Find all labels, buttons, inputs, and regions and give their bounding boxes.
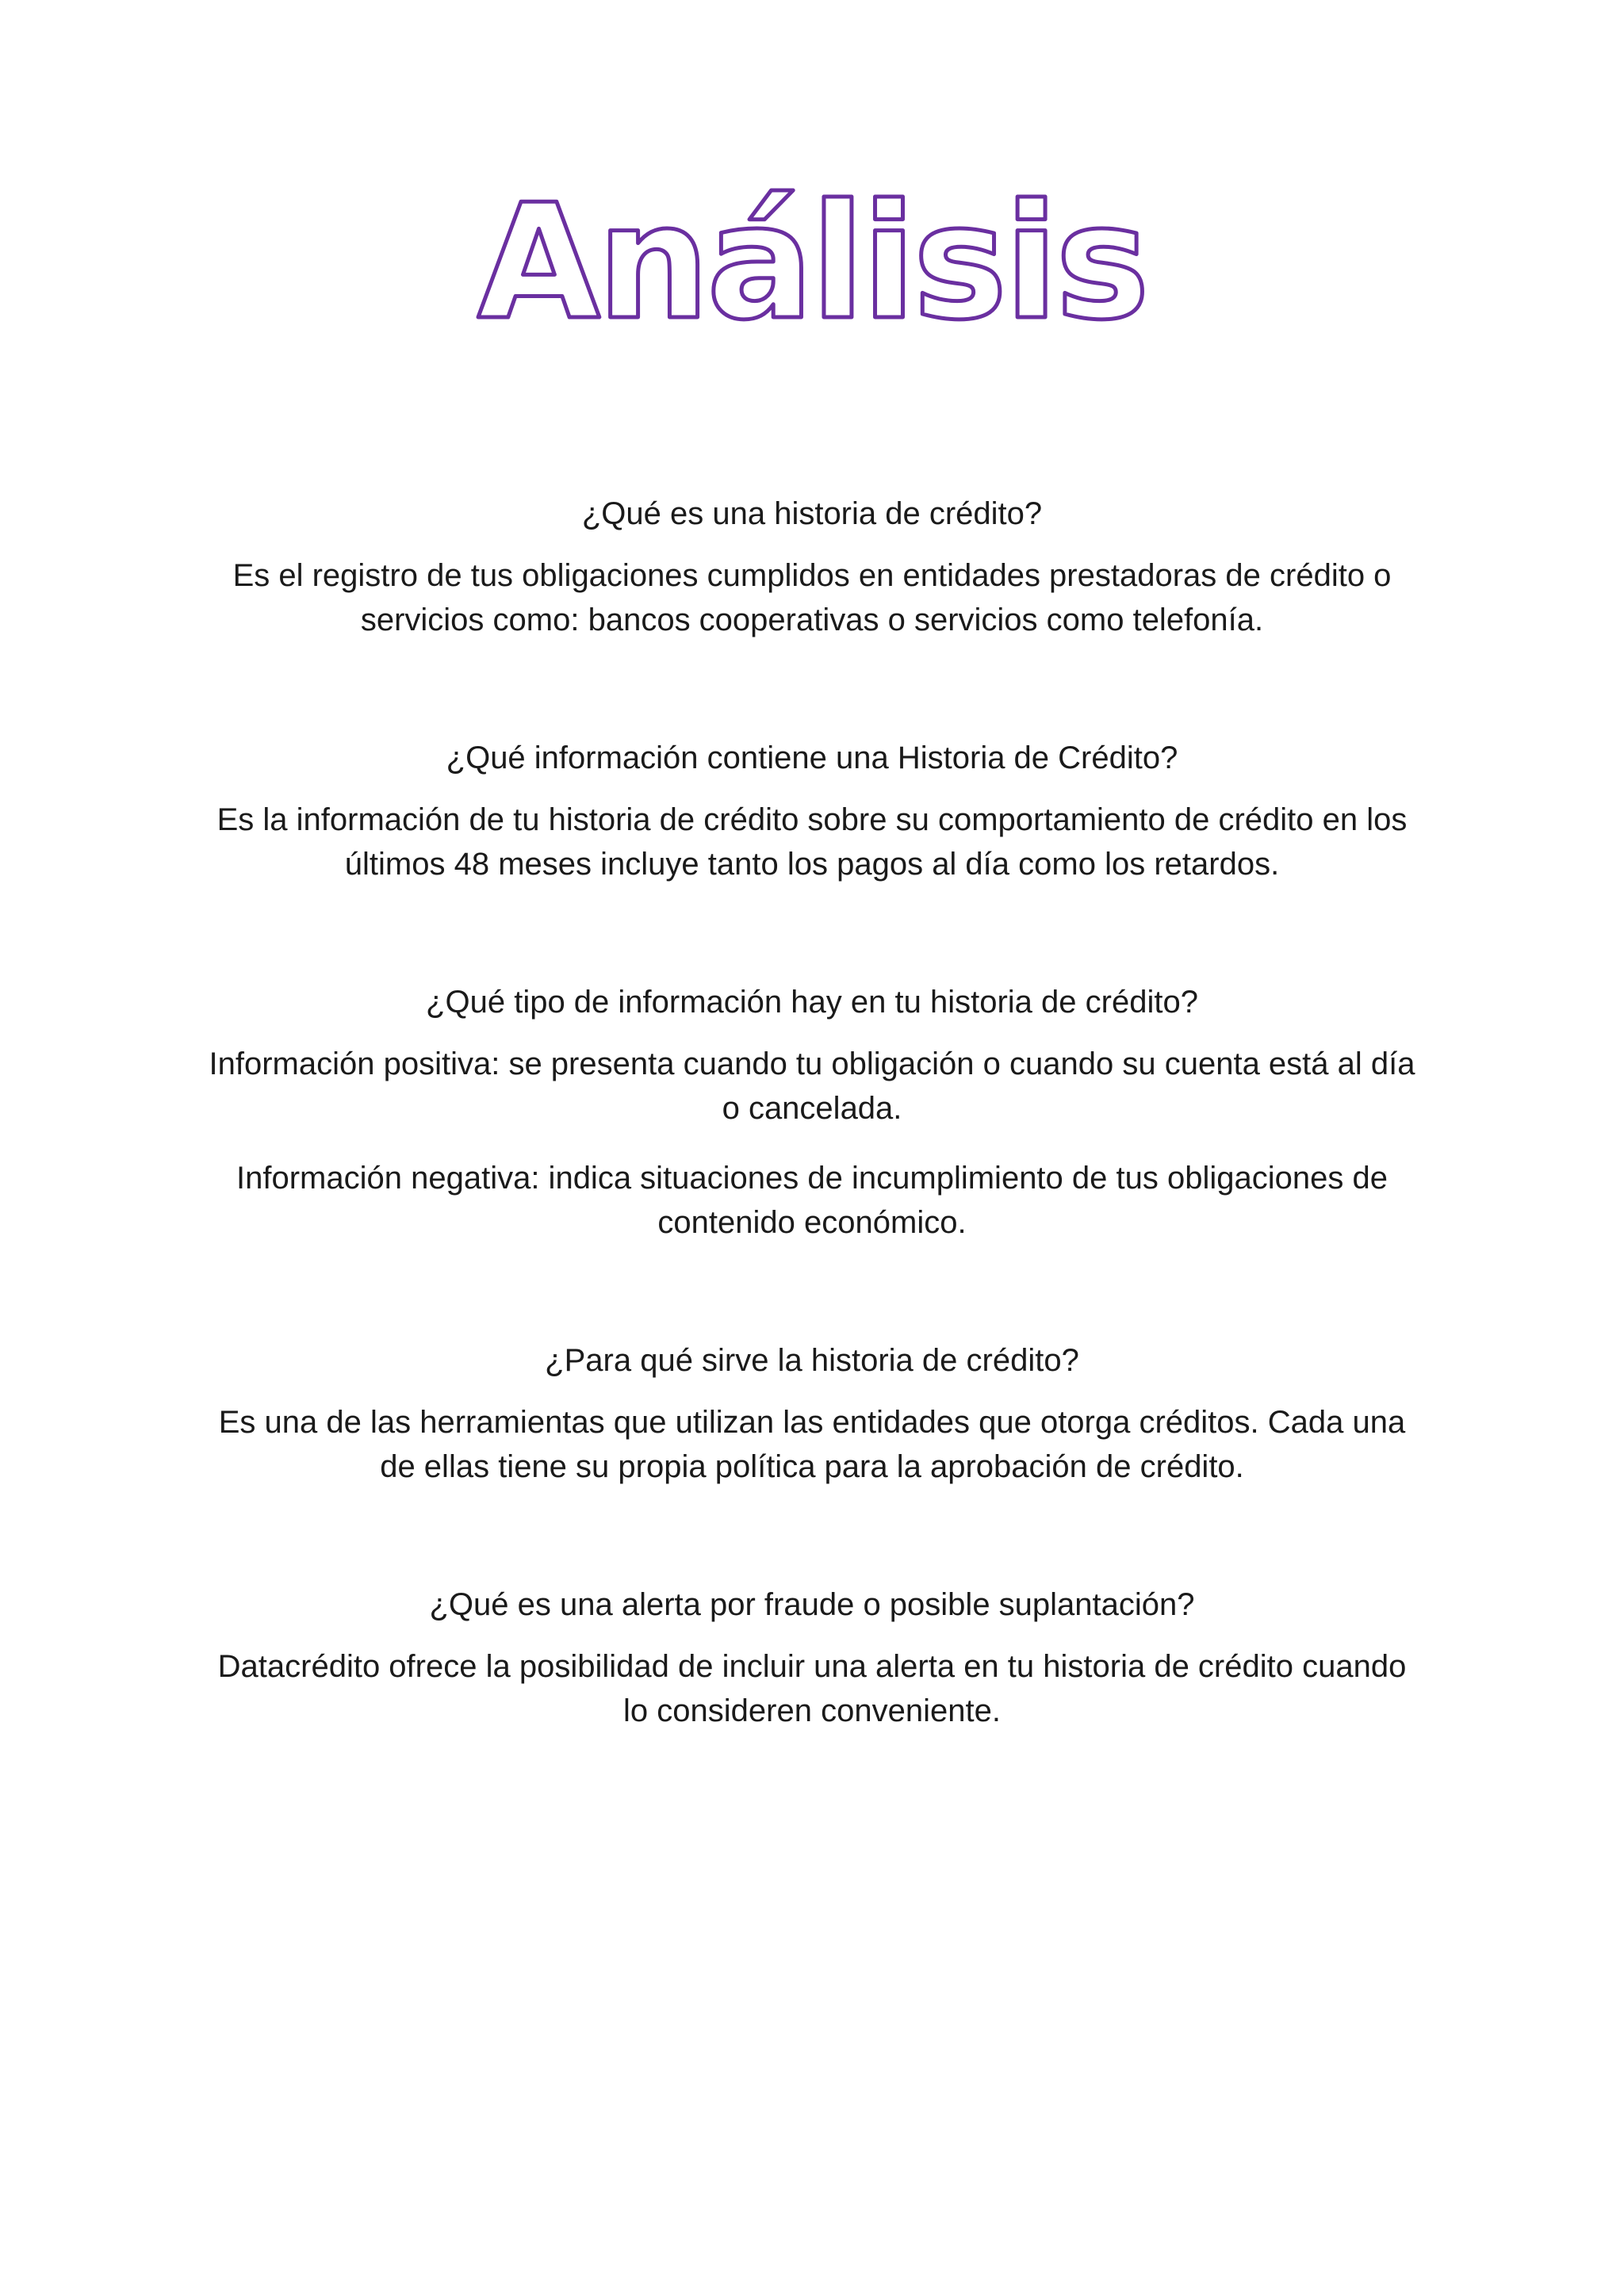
question: ¿Qué es una alerta por fraude o posible suplantación? [429, 1587, 1195, 1622]
answer: Es el registro de tus obligaciones cumplidos en entidades prestadoras de crédito o servicios como: bancos cooperativas o servicios como telefonía. [232, 558, 1392, 637]
section-information-types [206, 980, 1418, 1245]
answer: Datacrédito ofrece la posibilidad de incluir una alerta en tu historia de crédito cuando lo consideren conveniente. [217, 1649, 1407, 1728]
section-credit-history-contents [206, 736, 1418, 886]
section-credit-history [206, 492, 1418, 642]
title-container [0, 159, 1624, 355]
answer-negative-information: Información negativa: indica situaciones de incumplimiento de tus obligaciones de contenido económico. [236, 1161, 1388, 1240]
answer-positive-information: Información positiva: se presenta cuando tu obligación o cuando su cuenta está al día o cancelada. [209, 1047, 1415, 1126]
question: ¿Qué es una historia de crédito? [581, 496, 1043, 531]
answer: Es una de las herramientas que utilizan las entidades que otorga créditos. Cada una de ellas tiene su propia política para la aprobación de crédito. [218, 1405, 1406, 1484]
question: ¿Qué información contiene una Historia de Crédito? [446, 740, 1178, 775]
answer: Es la información de tu historia de crédito sobre su comportamiento de crédito en los últimos 48 meses incluye tanto los pagos al día como los retardos. [216, 802, 1408, 882]
section-fraud-alert [206, 1582, 1418, 1733]
question: ¿Para qué sirve la historia de crédito? [545, 1343, 1079, 1378]
section-credit-history-purpose [206, 1338, 1418, 1489]
document-body [206, 492, 1418, 1827]
page-title-text: Análisis [477, 170, 1147, 355]
page-title [455, 159, 1169, 355]
question: ¿Qué tipo de información hay en tu historia de crédito? [426, 985, 1198, 1020]
